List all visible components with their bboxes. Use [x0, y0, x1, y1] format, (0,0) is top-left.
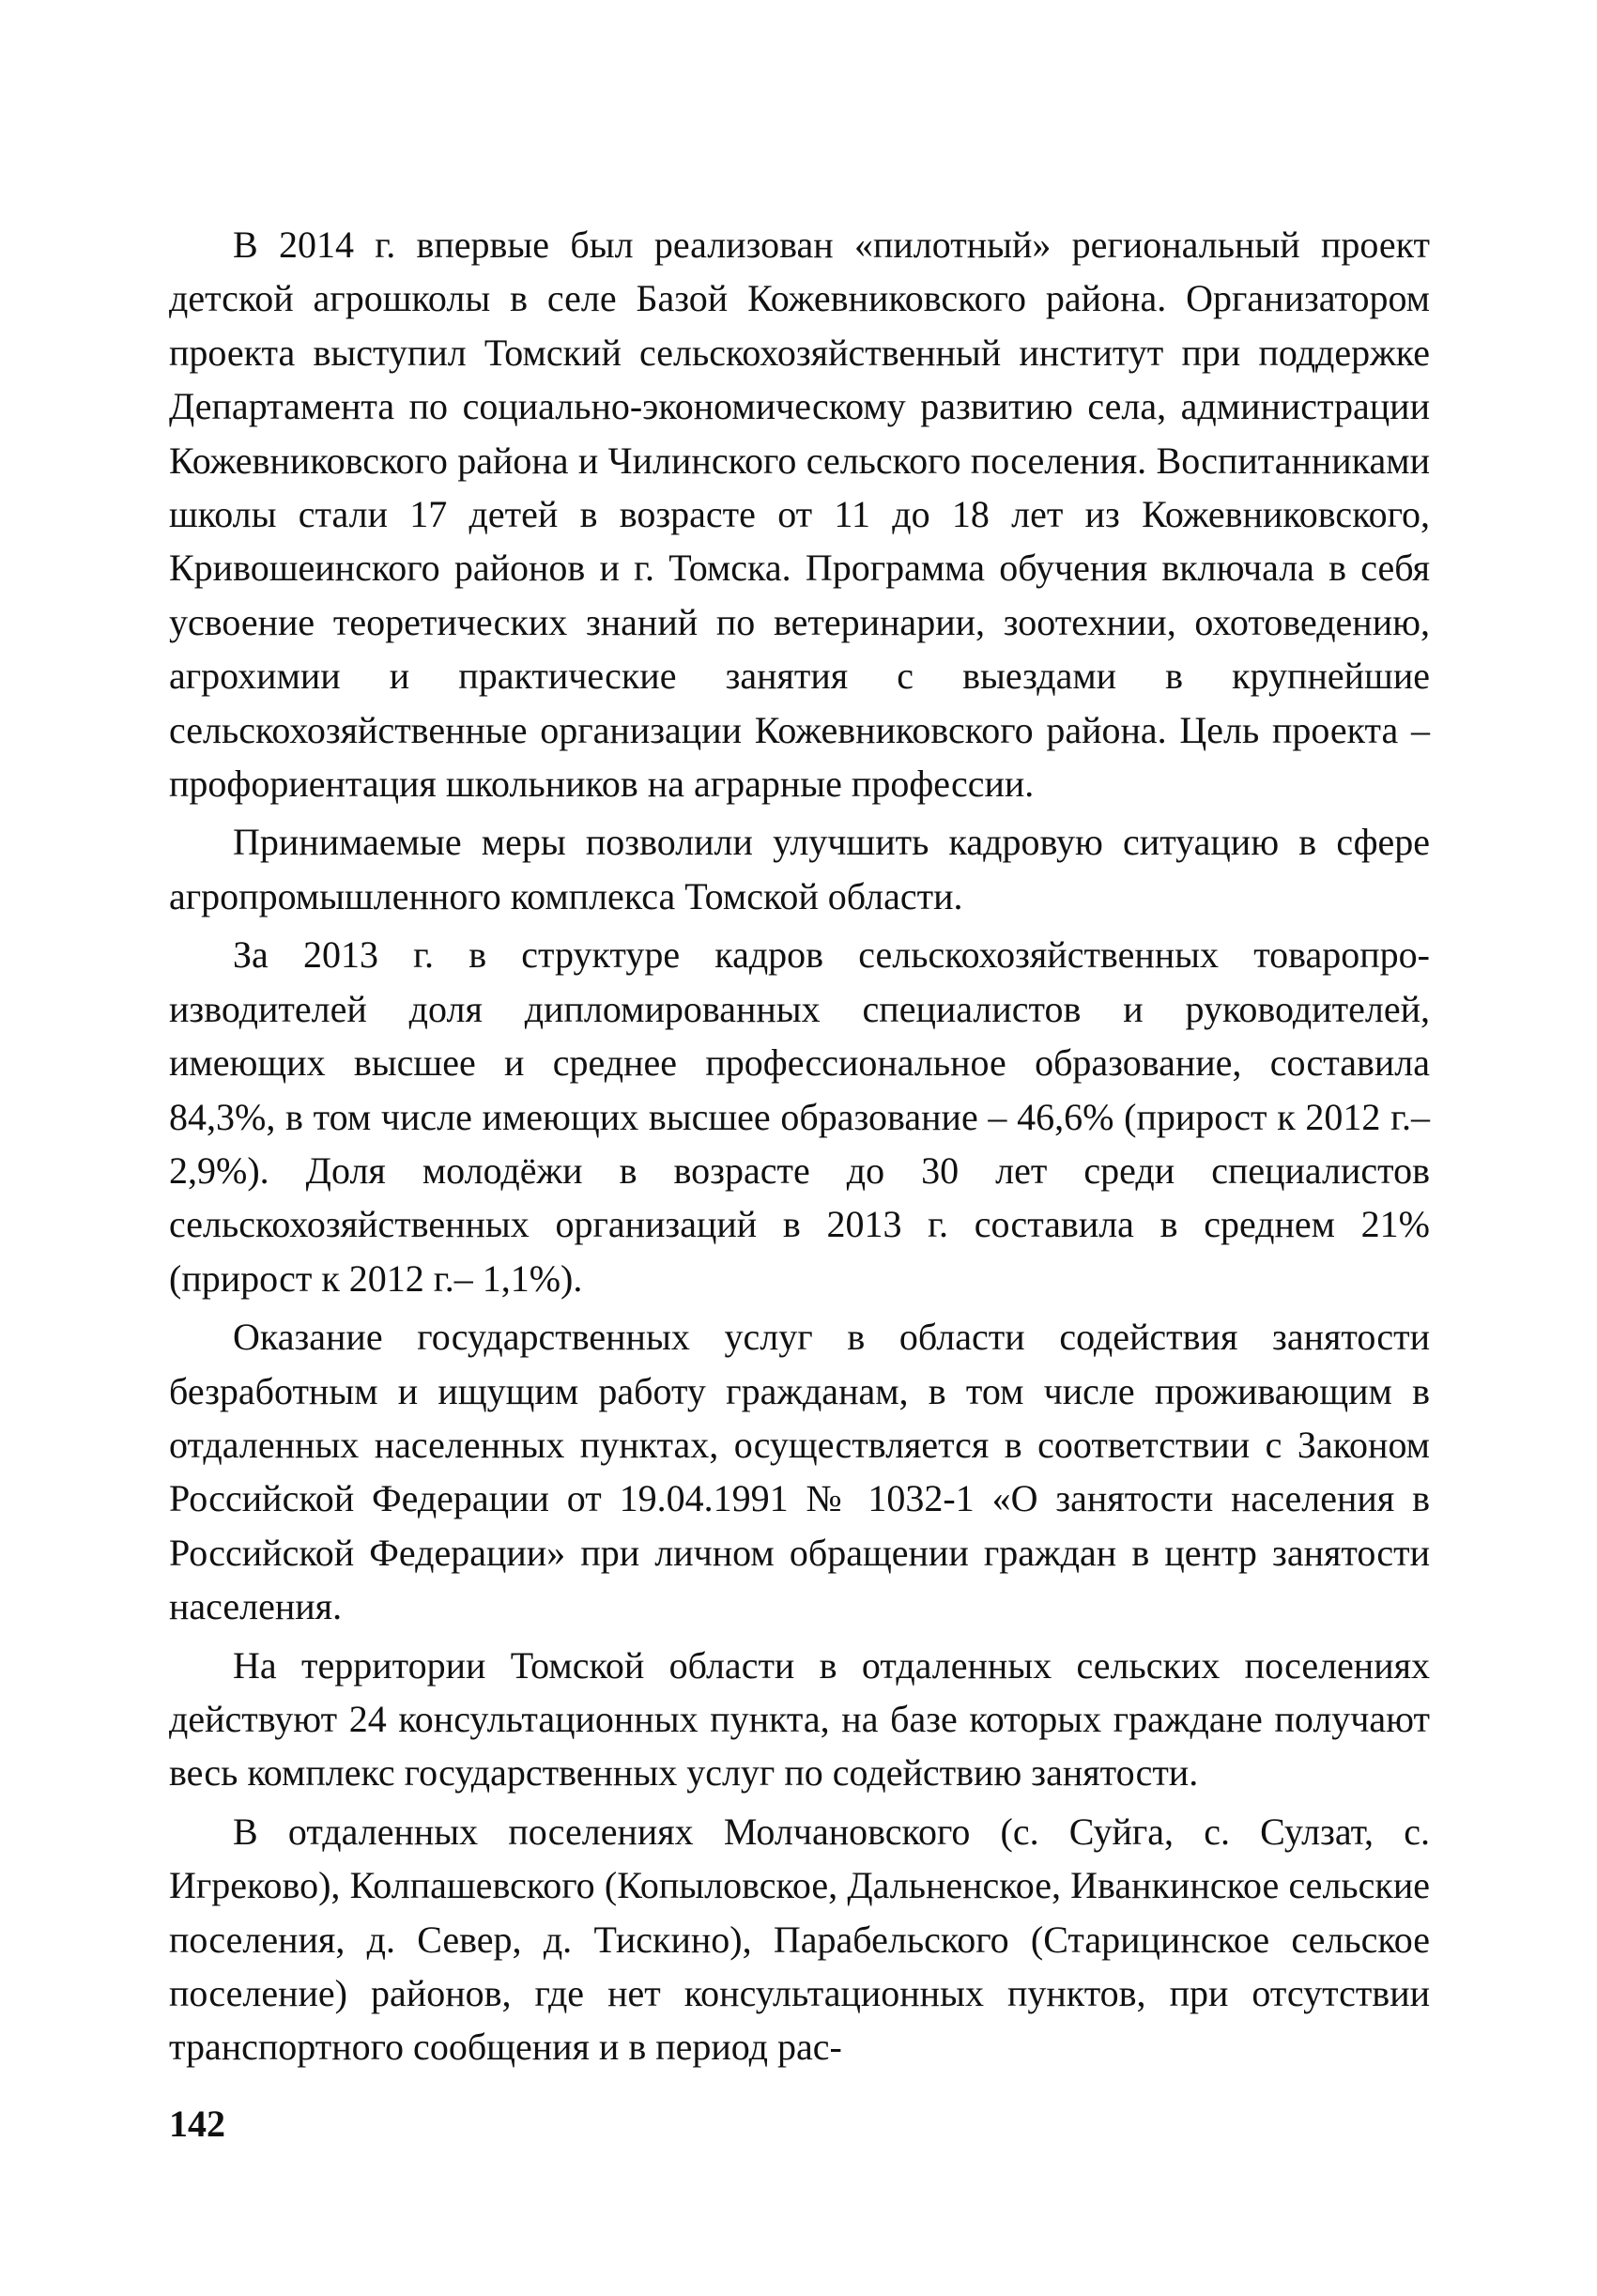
- paragraph-remote-settlements: В отдаленных поселениях Молчановского (с. Суйга, с. Сулзат, с. Игреково), Колпашевского (Копыловское, Дальненское, Иванкинское сельские поселения, д. Север, д. Тискино), Парабельского (Старицинское сельское поселение) районов, где нет консультационных пунктов, при отсутствии транспортного сообщения и в период рас-: [169, 1810, 1430, 2069]
- paragraph-consultation-points: На территории Томской области в отдаленных сельских поселениях действуют 24 консультационных пункта, на базе которых граждане получают весь комплекс государственных услуг по содействию занятости.: [169, 1643, 1430, 1795]
- paragraph-staff-2013: За 2013 г. в структуре кадров сельскохозяйственных товаропроизводителей доля дипломированных специалистов и руководителей, имеющих высшее и среднее профессиональное образование, составила 84,3%, в том числе имеющих высшее образование – 46,6% (прирост к 2012 г.– 2,9%). Доля молодёжи в возрасте до 30 лет среди специалистов сельскохозяйственных организаций в 2013 г. составила в среднем 21% (прирост к 2012 г.– 1,1%).: [169, 933, 1430, 1300]
- page-number: 142: [169, 2103, 225, 2145]
- paragraph-employment-services: Оказание государственных услуг в области содействия занятости безработным и ищущим работу гражданам, в том числе проживающим в отдаленных населенных пунктах, осуществляется в соответствии с Законом Российской Федерации от 19.04.1991 № 1032-1 «О занятости населения в Российской Федерации» при личном обращении граждан в центр занятости населения.: [169, 1316, 1430, 1628]
- body-text: [169, 218, 1430, 2079]
- paragraph-measures: Принимаемые меры позволили улучшить кадровую ситуацию в сфере агропромышленного комплекса Томской области.: [169, 821, 1430, 917]
- paragraph-agroschool: В 2014 г. впервые был реализован «пилотный» региональный проект детской агрошколы в селе Базой Кожевниковского района. Организатором проекта выступил Томский сельскохозяйственный институт при поддержке Департамента по социально-экономическому развитию села, администрации Кожевниковского района и Чилинского сельского поселения. Воспитанниками школы стали 17 детей в возрасте от 11 до 18 лет из Кожевниковского, Кривошеинского районов и г. Томска. Программа обучения включала в себя усвоение теоретических знаний по ветеринарии, зоотехнии, охотоведению, агрохимии и практические занятия с выездами в крупнейшие сельскохозяйственные организации Кожевниковского района. Цель проекта – профориентация школьников на аграрные профессии.: [169, 223, 1430, 806]
